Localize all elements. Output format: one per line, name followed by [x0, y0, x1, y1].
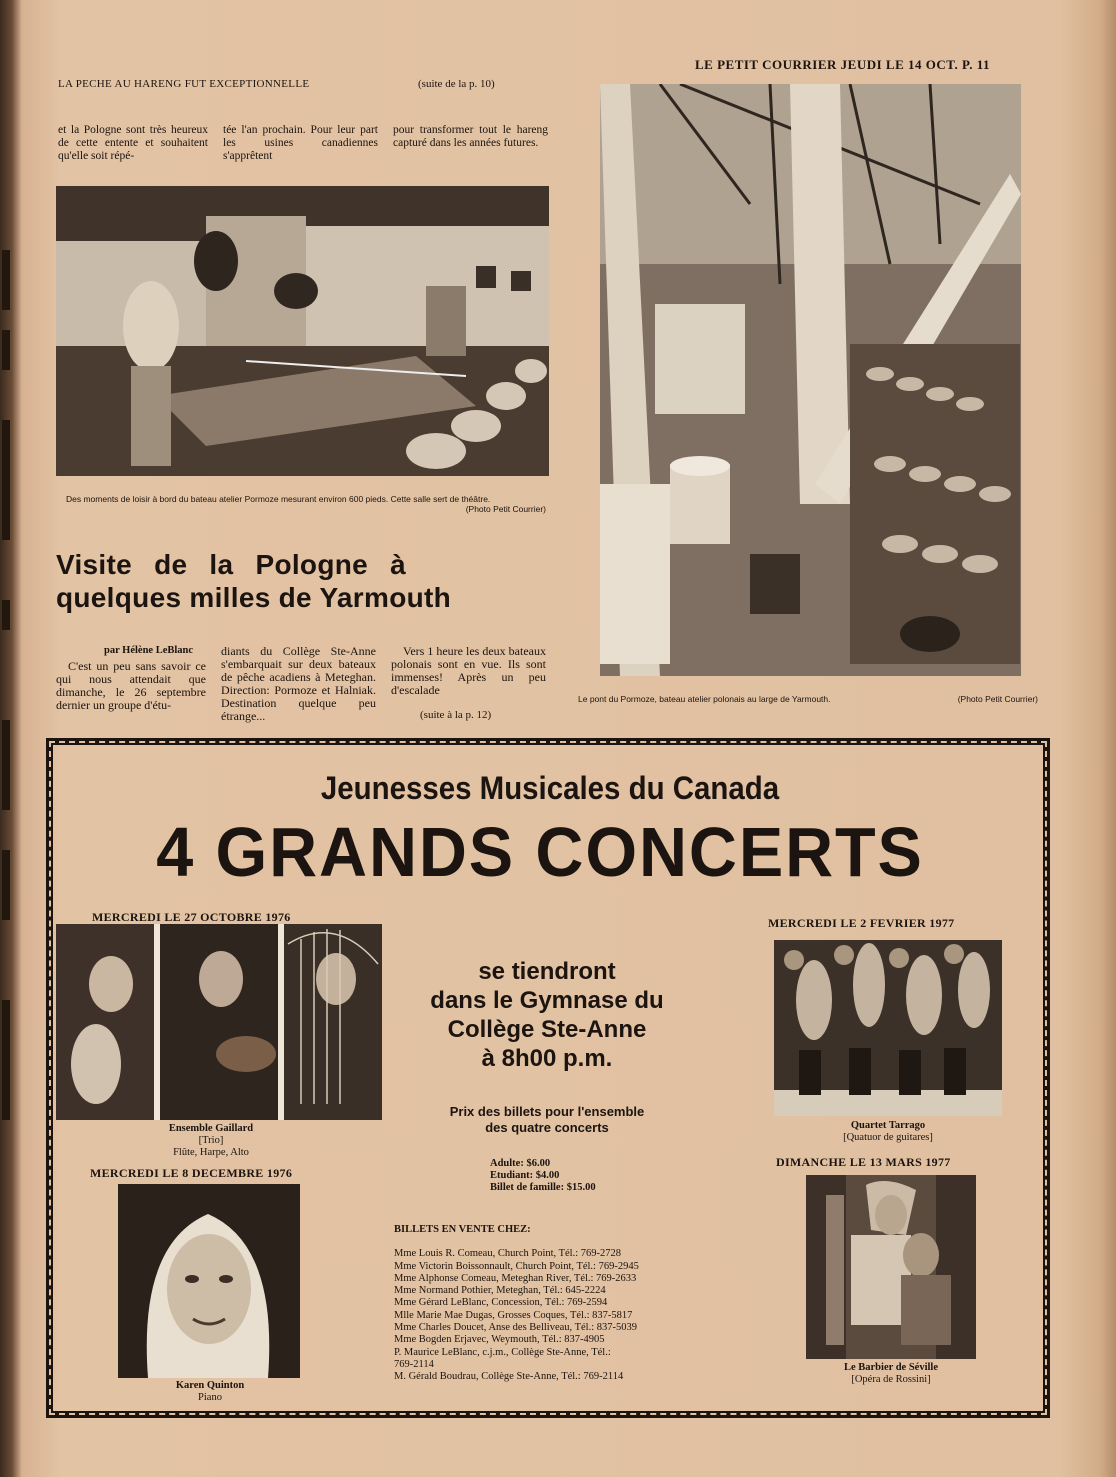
seller-item: Mme Victorin Boissonnault, Church Point, Tél.: 769-2945	[394, 1260, 639, 1272]
seller-item: Mme Alphonse Comeau, Meteghan River, Tél.: 769-2633	[394, 1272, 637, 1284]
concert3-name: Karen Quinton	[175, 1380, 245, 1391]
photo1-caption: Des moments de loisir à bord du bateau atelier Pormoze mesurant environ 600 pieds. Cette salle sert de théâtre.	[66, 494, 491, 504]
price-student: Etudiant: $4.00	[490, 1170, 560, 1181]
venue-line2: dans le Gymnase du	[430, 987, 664, 1014]
seller-item: Mme Charles Doucet, Anse des Belliveau, Tél.: 837-5039	[394, 1322, 638, 1334]
venue-line3: Collège Ste-Anne	[447, 1016, 647, 1043]
continued-from-note: (suite de la p. 10)	[418, 78, 495, 90]
photo2-caption: Le pont du Pormoze, bateau atelier polonais au large de Yarmouth.	[578, 694, 831, 704]
concert4-name: Le Barbier de Séville	[843, 1362, 938, 1373]
masthead: LE PETIT COURRIER JEUDI LE 14 OCT. P. 11	[695, 57, 990, 72]
concert4-kind: [Opéra de Rossini]	[851, 1374, 931, 1385]
herring-column-3: pour transformer tout le hareng capturé dans les années futures.	[393, 124, 548, 149]
concert1-date: MERCREDI LE 27 OCTOBRE 1976	[92, 910, 291, 924]
ad-headline: 4 GRANDS CONCERTS	[156, 813, 924, 891]
herring-column-1: et la Pologne sont très heureux de cette entente et souhaitent qu'elle soit répé-	[58, 124, 208, 162]
sellers-block	[394, 1224, 639, 1384]
concert1-name: Ensemble Gaillard	[168, 1123, 254, 1134]
karen-quinton-photo	[118, 1184, 300, 1378]
visit-headline	[56, 548, 556, 614]
concert2-name: Quartet Tarrago	[850, 1120, 926, 1131]
seller-item: P. Maurice LeBlanc, c.j.m., Collège Ste-Anne, Tél.:	[394, 1346, 611, 1358]
article-running-title: LA PECHE AU HARENG FUT EXCEPTIONNELLE	[58, 78, 310, 90]
venue-block	[382, 957, 712, 1073]
page-gutter	[0, 0, 16, 1477]
seller-item: Mme Bogden Erjavec, Weymouth, Tél.: 837-4905	[394, 1334, 605, 1346]
concert2-date: MERCREDI LE 2 FEVRIER 1977	[768, 916, 955, 930]
ensemble-gaillard-photo	[56, 924, 382, 1120]
price-intro-line2: des quatre concerts	[485, 1120, 609, 1135]
price-adult: Adulte: $6.00	[490, 1158, 551, 1169]
seller-item: Mme Normand Pothier, Meteghan, Tél.: 645-2224	[394, 1285, 606, 1297]
visit-headline-line2: quelques milles de Yarmouth	[56, 582, 452, 613]
byline: par Hélène LeBlanc	[104, 645, 194, 656]
seller-item: Mme Louis R. Comeau, Church Point, Tél.: 769-2728	[394, 1248, 622, 1260]
quartet-tarrago-photo	[774, 940, 1002, 1116]
prices	[490, 1158, 596, 1194]
ping-pong-room-photo	[56, 186, 549, 476]
seller-item: Mme Gérard LeBlanc, Concession, Tél.: 769-2594	[394, 1297, 608, 1309]
herring-column-2: tée l'an prochain. Pour leur part les usines canadiennes s'apprêtent	[223, 124, 378, 162]
concert4-date: DIMANCHE LE 13 MARS 1977	[776, 1155, 951, 1169]
concert3-date: MERCREDI LE 8 DECEMBRE 1976	[90, 1166, 293, 1180]
barbier-de-seville-photo	[806, 1175, 976, 1359]
continued-to-note: (suite à la p. 12)	[420, 709, 492, 721]
sellers-title: BILLETS EN VENTE CHEZ:	[394, 1224, 531, 1235]
venue-line4: à 8h00 p.m.	[481, 1045, 613, 1072]
photo2-credit: (Photo Petit Courrier)	[957, 694, 1038, 704]
visit-headline-line1: Visite de la Pologne à	[56, 549, 406, 580]
visit-column-1: C'est un peu sans savoir ce qui nous attendait que dimanche, le 26 septembre dernier un groupe d'étu-	[56, 659, 206, 712]
concert1-kind: [Trio]	[198, 1135, 224, 1146]
seller-item: 769-2114	[394, 1358, 434, 1370]
ad-title: Jeunesses Musicales du Canada	[320, 770, 780, 806]
price-intro	[397, 1104, 697, 1136]
photo1-credit: (Photo Petit Courrier)	[465, 504, 546, 514]
visit-column-2: diants du Collège Ste-Anne s'embarquait sur deux bateaux de pêche acadiens à Meteghan. Direction: Pormoze et Halniak. Destination quelque peu étrange...	[221, 644, 376, 723]
price-family: Billet de famille: $15.00	[490, 1182, 596, 1193]
seller-item: Mlle Marie Mae Dugas, Grosses Coques, Tél.: 837-5817	[394, 1309, 633, 1321]
price-intro-line1: Prix des billets pour l'ensemble	[449, 1104, 645, 1119]
seller-item: M. Gérald Boudrau, Collège Ste-Anne, Tél.: 769-2114	[394, 1371, 624, 1383]
concert3-kind: Piano	[198, 1392, 222, 1403]
venue-line1: se tiendront	[478, 958, 616, 985]
concert1-instruments: Flûte, Harpe, Alto	[173, 1147, 249, 1158]
ship-deck-photo	[600, 84, 1021, 676]
concert2-kind: [Quatuor de guitares]	[843, 1132, 933, 1143]
visit-column-3: Vers 1 heure les deux bateaux polonais sont en vue. Ils sont immenses! Après un peu d'escalade	[391, 644, 546, 697]
